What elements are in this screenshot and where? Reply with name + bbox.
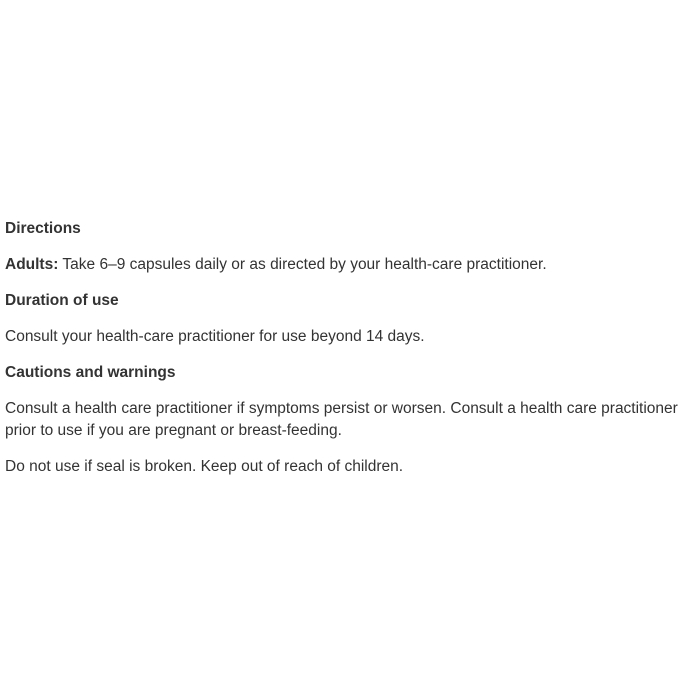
cautions-paragraph-1: Consult a health care practitioner if symptoms persist or worsen. Consult a health care practitioner prior to use if you are pregnant or breast-feeding. <box>5 400 678 439</box>
directions-heading: Directions <box>5 220 81 237</box>
duration-heading: Duration of use <box>5 292 119 309</box>
adults-dosage-text <box>5 254 697 276</box>
adults-label: Adults: <box>5 256 59 273</box>
adults-dosage-instructions: Take 6–9 capsules daily or as directed by your health-care practitioner. <box>58 256 547 273</box>
duration-text: Consult your health-care practitioner for use beyond 14 days. <box>5 328 425 345</box>
cautions-heading: Cautions and warnings <box>5 364 176 381</box>
cautions-paragraph-2: Do not use if seal is broken. Keep out of reach of children. <box>5 458 404 475</box>
product-info-section <box>5 218 697 478</box>
